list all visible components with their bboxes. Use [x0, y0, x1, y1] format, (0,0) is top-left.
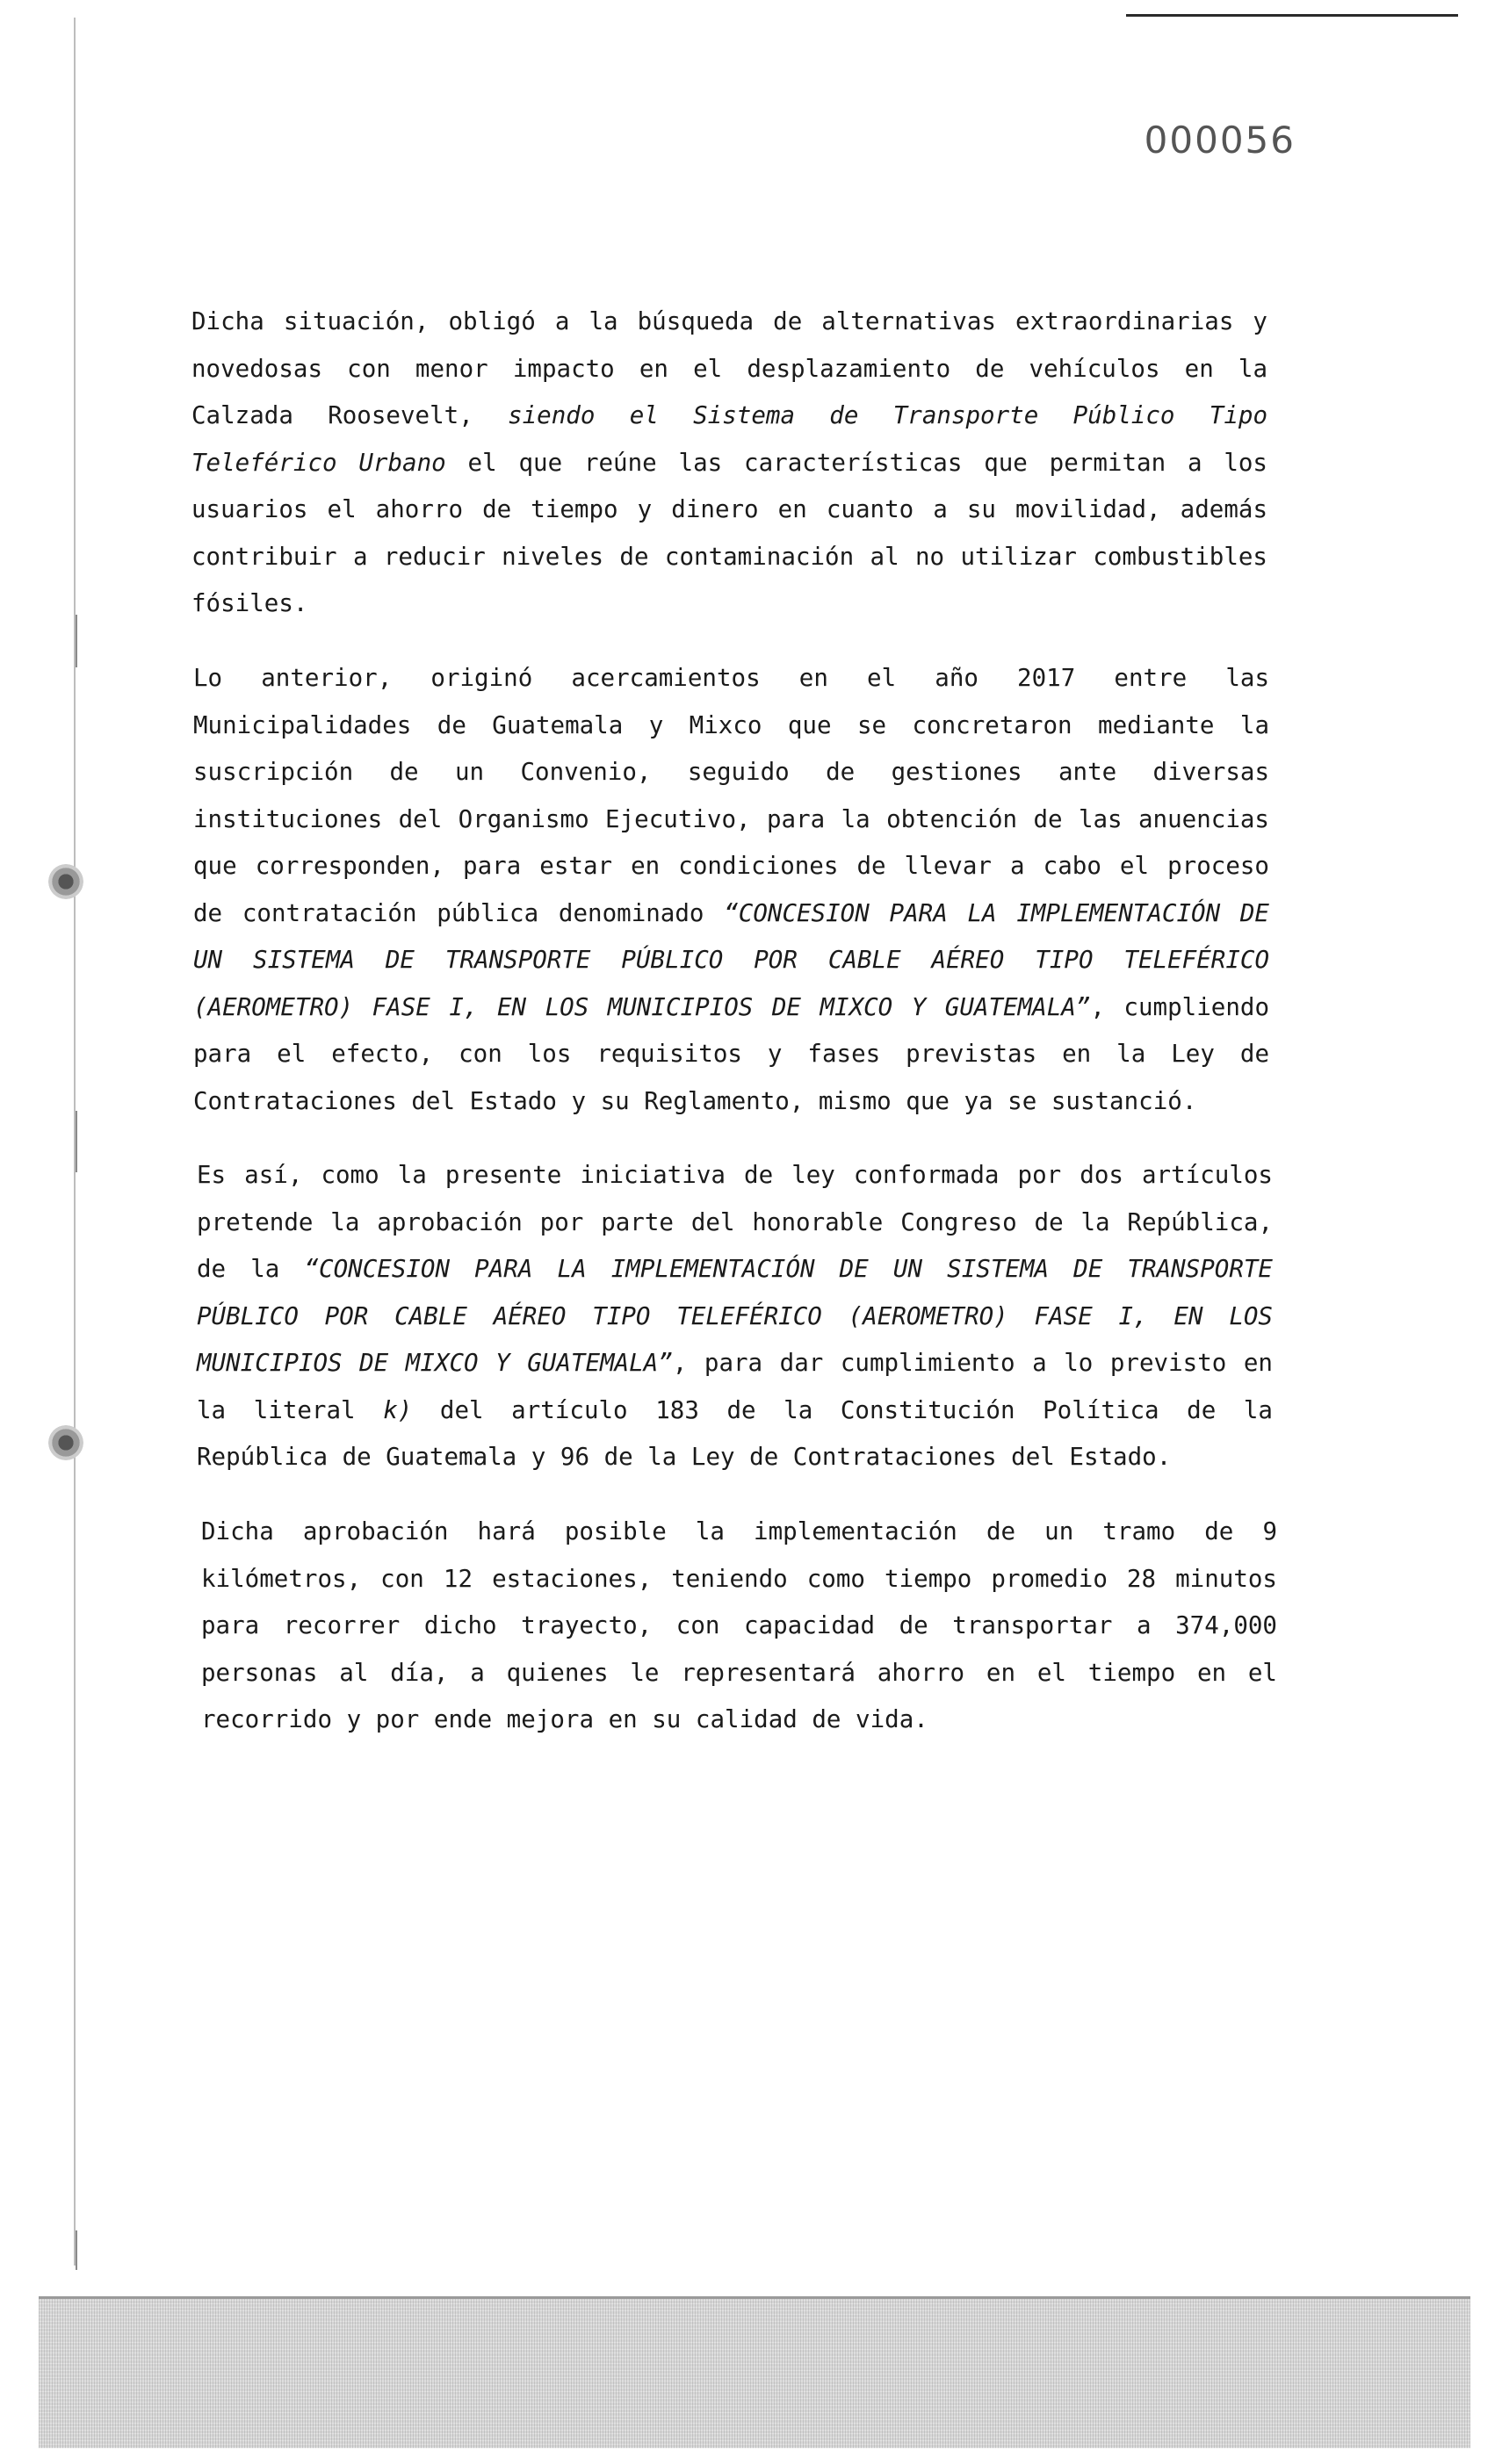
page-number: 000056 — [1144, 119, 1296, 162]
scan-footer-band — [39, 2296, 1470, 2448]
text-segment: , para dar cumplimiento a lo previsto en la literal — [197, 1349, 1273, 1424]
margin-mark — [76, 2230, 77, 2270]
text-segment: Dicha situación, obligó a la búsqueda de alternativas extraordinarias y novedosas con menor impacto en el desplazamiento de vehículos en la Calzada Roosevelt, — [191, 307, 1267, 429]
paragraph — [197, 1152, 1273, 1481]
top-rule — [1126, 14, 1458, 17]
italic-text-segment: “CONCESION PARA LA IMPLEMENTACIÓN DE UN SISTEMA DE TRANSPORTE PÚBLICO POR CABLE AÉREO TIPO TELEFÉRICO (AEROMETRO) FASE I, EN LOS MUNICIPIOS DE MIXCO Y GUATEMALA” — [193, 898, 1269, 1021]
punch-hole-icon — [48, 1425, 83, 1460]
paragraph — [191, 299, 1267, 628]
italic-text-segment: siendo el Sistema de Transporte Público Tipo Teleférico Urbano — [191, 401, 1267, 477]
text-segment: el que reúne las características que permitan a los usuarios el ahorro de tiempo y dinero en cuanto a su movilidad, además contribuir a reducir niveles de contaminación al no utilizar combustibles fósiles. — [191, 448, 1267, 617]
text-segment: Lo anterior, originó acercamientos en el año 2017 entre las Municipalidades de Guatemala y Mixco que se concretaron mediante la suscripción de un Convenio, seguido de gestiones ante diversas instituciones del Organismo Ejecutivo, para la obtención de las anuencias que corresponden, para estar en condiciones de llevar a cabo el proceso de contratación pública denominado — [193, 664, 1269, 927]
margin-mark — [76, 1111, 77, 1172]
italic-text-segment: k) — [383, 1395, 413, 1424]
punch-hole-icon — [48, 864, 83, 899]
text-segment: Es así, como la presente iniciativa de ley conformada por dos artículos pretende la aprobación por parte del honorable Congreso de la República, de la — [197, 1161, 1273, 1283]
text-segment: , cumpliendo para el efecto, con los requisitos y fases previstas en la Ley de Contrataciones del Estado y su Reglamento, mismo que ya se sustanció. — [193, 992, 1270, 1115]
text-segment: del artículo 183 de la Constitución Política de la República de Guatemala y 96 de la Ley de Contrataciones del Estado. — [197, 1395, 1273, 1471]
italic-text-segment: “CONCESION PARA LA IMPLEMENTACIÓN DE UN SISTEMA DE TRANSPORTE PÚBLICO POR CABLE AÉREO TIPO TELEFÉRICO (AEROMETRO) FASE I, EN LOS MUNICIPIOS DE MIXCO Y GUATEMALA” — [197, 1255, 1273, 1377]
text-segment: Dicha aprobación hará posible la implementación de un tramo de 9 kilómetros, con 12 estaciones, teniendo como tiempo promedio 28 minutos para recorrer dicho trayecto, con capacidad de transportar a 374,000 personas al día, a quienes le representará ahorro en el tiempo en el recorrido y por ende mejora en su calidad de vida. — [201, 1517, 1277, 1733]
margin-mark — [76, 615, 77, 667]
paragraph — [193, 655, 1269, 1125]
paragraph — [201, 1509, 1277, 1744]
